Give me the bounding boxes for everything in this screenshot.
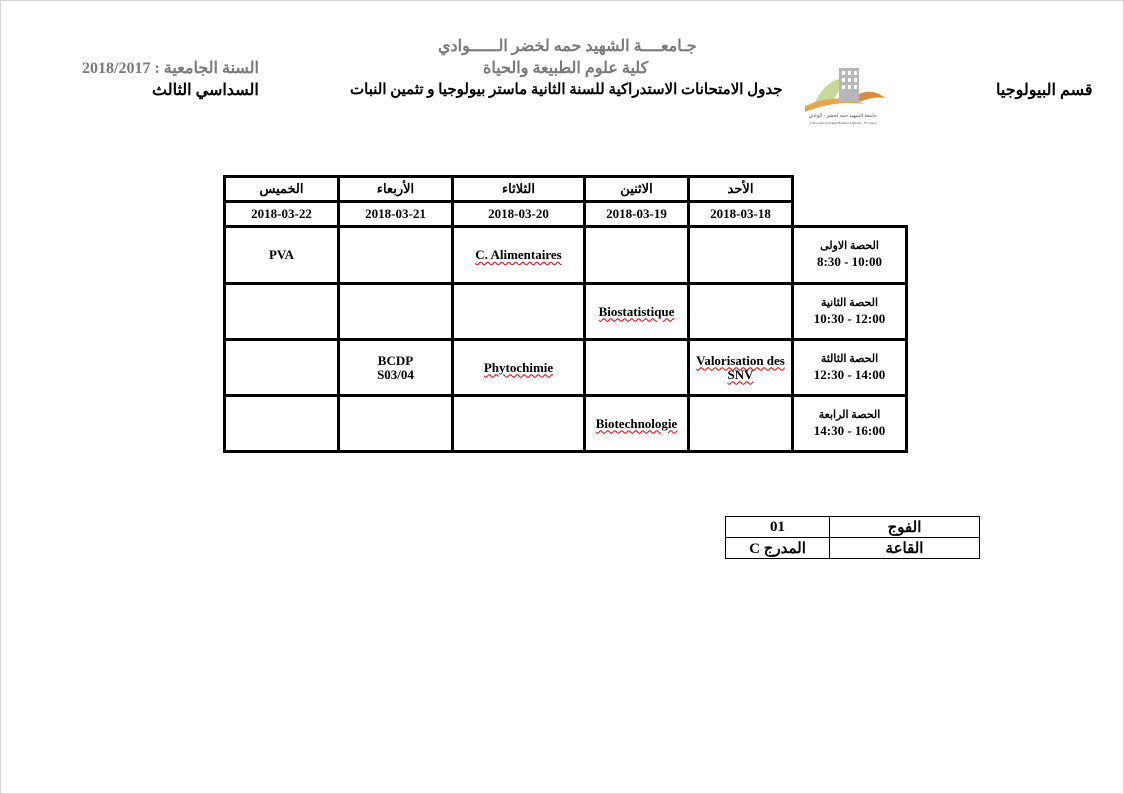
- room-label: القاعة: [830, 538, 980, 559]
- slot-time: 12:30 - 14:00: [813, 366, 886, 382]
- department-name: قسم البيولوجيا: [996, 82, 1093, 99]
- exam-label: C. Alimentaires: [475, 247, 562, 262]
- exam-cell: [585, 340, 689, 396]
- table-row: [225, 227, 907, 284]
- exam-cell: BCDP S03/04: [339, 340, 453, 396]
- date-header: 2018-03-20: [453, 202, 585, 227]
- exam-cell: [453, 227, 585, 284]
- slot-cell: [793, 340, 907, 396]
- slot-name: الحصة الرابعة: [818, 408, 881, 421]
- academic-year: السنة الجامعية : 2018/2017: [82, 60, 259, 77]
- logo-text: جامعة الشهيد حمه لخضر - الوادي: [809, 114, 877, 119]
- exam-cell: [689, 340, 793, 396]
- exam-schedule-table: [223, 175, 908, 453]
- exam-cell: [453, 396, 585, 452]
- university-name: جـامعــــة الشهيد حمه لخضر الــــــوادي: [438, 38, 697, 55]
- logo-subtext: Université Echahid Hamma Lakhdar - El Oued: [810, 121, 876, 125]
- faculty-name: كلية علوم الطبيعة والحياة: [483, 60, 649, 77]
- slot-time: 14:30 - 16:00: [813, 422, 886, 438]
- exam-cell: [689, 227, 793, 284]
- date-header: 2018-03-21: [339, 202, 453, 227]
- exam-cell: [225, 284, 339, 340]
- exam-cell: PVA: [225, 227, 339, 284]
- group-row: [726, 517, 980, 538]
- exam-cell: [585, 396, 689, 452]
- day-header: الاثنين: [585, 177, 689, 202]
- blank-corner: [793, 202, 907, 227]
- slot-time: 10:30 - 12:00: [813, 310, 886, 326]
- exam-label: Biotechnologie: [595, 415, 678, 431]
- day-header: الأحد: [689, 177, 793, 202]
- exam-cell: [585, 284, 689, 340]
- slot-name: الحصة الثانية: [820, 296, 879, 309]
- page-title: جدول الامتحانات الاستدراكية للسنة الثانية ماستر بيولوجيا و تثمين النبات: [350, 82, 783, 98]
- exam-cell: [453, 340, 585, 396]
- exam-cell: [689, 284, 793, 340]
- exam-cell: [339, 284, 453, 340]
- group-room-table: [725, 516, 980, 559]
- date-header: 2018-03-18: [689, 202, 793, 227]
- date-header: 2018-03-19: [585, 202, 689, 227]
- table-row: [225, 396, 907, 452]
- room-row: [726, 538, 980, 559]
- exam-label: Biostatistique: [598, 303, 675, 319]
- group-value: 01: [726, 517, 830, 538]
- exam-cell: [585, 227, 689, 284]
- semester-label: السداسي الثالث: [152, 82, 259, 99]
- table-row: [225, 284, 907, 340]
- slot-cell: [793, 396, 907, 452]
- dates-row: [225, 202, 907, 227]
- day-header: الخميس: [225, 177, 339, 202]
- day-header: الأربعاء: [339, 177, 453, 202]
- blank-corner: [793, 177, 907, 202]
- exam-label: Phytochimie: [483, 359, 554, 375]
- exam-cell: [225, 396, 339, 452]
- room-value: المدرج C: [726, 538, 830, 559]
- slot-name: الحصة الاولى: [820, 240, 879, 252]
- days-row: [225, 177, 907, 202]
- slot-cell: [793, 284, 907, 340]
- slot-time: 8:30 - 10:00: [817, 254, 882, 269]
- exam-cell: [339, 227, 453, 284]
- exam-cell: [689, 396, 793, 452]
- group-label: الفوج: [830, 517, 980, 538]
- exam-cell: [453, 284, 585, 340]
- date-header: 2018-03-22: [225, 202, 339, 227]
- exam-label: Valorisation des SNV: [696, 352, 785, 382]
- table-row: [225, 340, 907, 396]
- slot-cell: [793, 227, 907, 284]
- exam-cell: [225, 340, 339, 396]
- exam-cell: [339, 396, 453, 452]
- slot-name: الحصة الثالثة: [820, 352, 879, 365]
- university-logo: [795, 62, 891, 130]
- day-header: الثلاثاء: [453, 177, 585, 202]
